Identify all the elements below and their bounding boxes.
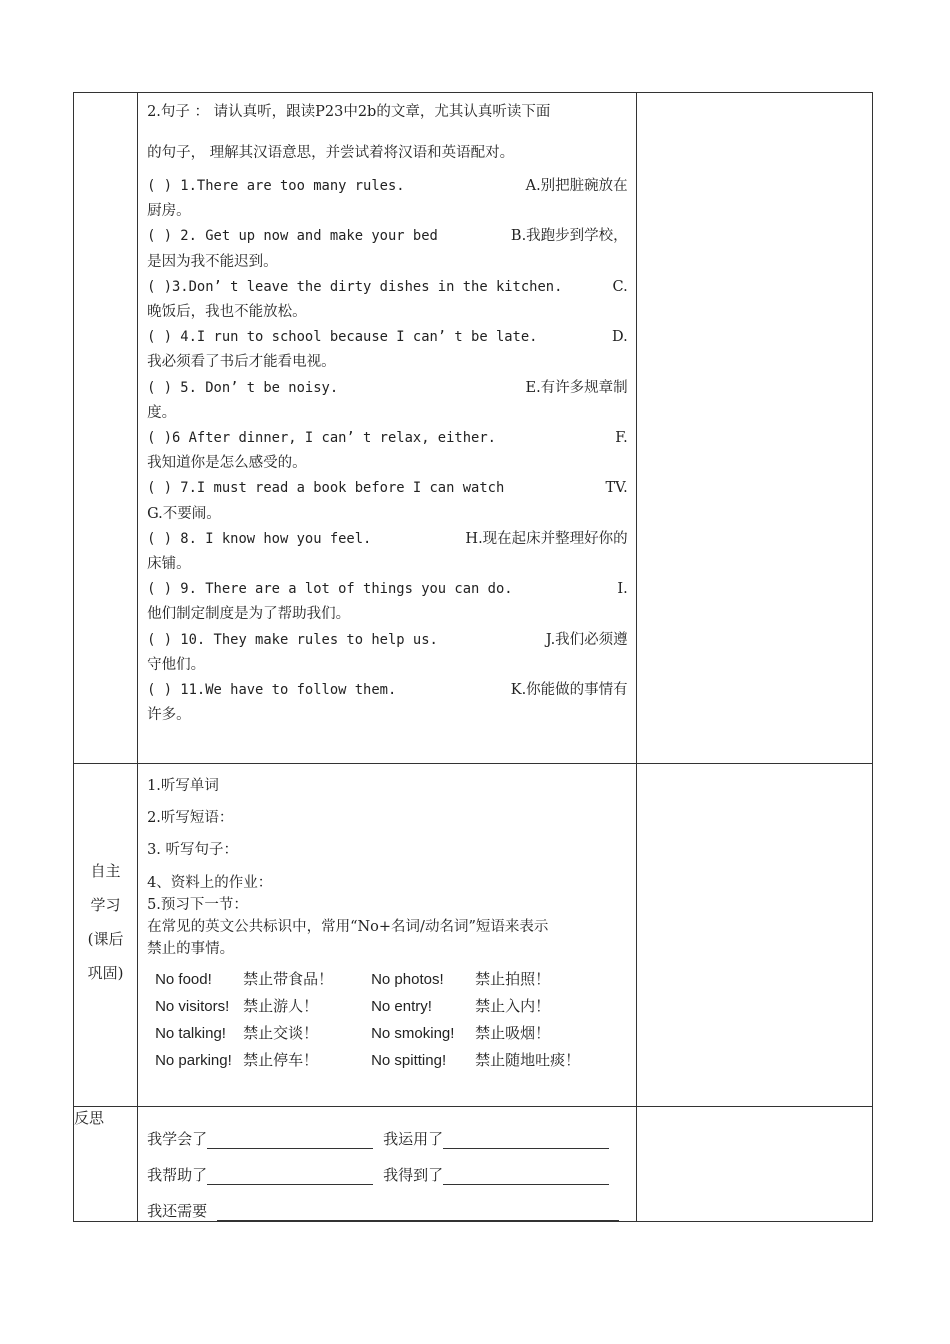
- matching-item: [147, 628, 628, 678]
- sign-chinese: 禁止随地吐痰！: [475, 1052, 581, 1069]
- sign-description-line-2: 禁止的事情。: [147, 941, 235, 957]
- label-cell-empty: [74, 93, 138, 764]
- english-sentence: ( ) 8. I know how you feel.: [147, 530, 372, 547]
- chinese-option-start: B.我跑步到学校，: [510, 228, 628, 245]
- chinese-option-end: 许多。: [147, 707, 191, 724]
- matching-item: [147, 678, 628, 728]
- sign-chinese: 禁止吸烟！: [475, 1025, 551, 1042]
- english-sentence: ( ) 2. Get up now and make your bed: [147, 228, 438, 245]
- chinese-option-end: 床铺。: [147, 556, 191, 573]
- used-label: 我运用了: [383, 1130, 444, 1148]
- sign-english: No entry!: [371, 998, 432, 1015]
- notes-cell: [636, 93, 872, 764]
- sign-english: No talking!: [155, 1025, 226, 1042]
- task-item: 3. 听写句子：: [147, 842, 239, 858]
- chinese-option-start: F.: [615, 430, 628, 447]
- label-line: (课后: [87, 930, 124, 948]
- helped-blank[interactable]: [207, 1168, 373, 1185]
- need-blank[interactable]: [217, 1204, 619, 1221]
- instruction-line-1: 2.句子 ： 请认真听，跟读P23中2b的文章，尤其认真听读下面: [147, 104, 551, 120]
- task-item: 1.听写单词: [147, 778, 219, 794]
- chinese-option-end: 我知道你是怎么感受的。: [147, 455, 307, 472]
- sign-chinese: 禁止交谈！: [243, 1025, 319, 1042]
- notes-cell: [636, 764, 872, 1107]
- sign-description-line-1: 在常见的英文公共标识中，常用“No+名词/动名词”短语来表示: [147, 919, 549, 935]
- sentence-matching-cell: [138, 93, 637, 764]
- english-sentence: ( ) 5. Don’ t be noisy.: [147, 379, 339, 396]
- chinese-option-start: K.你能做的事情有: [510, 682, 628, 699]
- notes-cell: [636, 1107, 872, 1222]
- matching-item: [147, 577, 628, 627]
- sign-row: [147, 966, 628, 993]
- self-study-row: [74, 764, 873, 1107]
- matching-list: [147, 174, 628, 728]
- chinese-option-start: TV.: [605, 480, 628, 497]
- english-sentence: ( )6 After dinner, I can’ t relax, either.: [147, 430, 496, 447]
- label-line: 自主: [90, 862, 121, 880]
- reflection-row: [74, 1107, 873, 1222]
- sign-english: No food!: [155, 971, 212, 988]
- public-signs-list: [147, 966, 628, 1074]
- chinese-option-end: 是因为我不能迟到。: [147, 253, 278, 270]
- learned-blank[interactable]: [207, 1132, 373, 1149]
- chinese-option-start: C.: [612, 278, 628, 295]
- instruction-line-2: 的句子， 理解其汉语意思，并尝试着将汉语和英语配对。: [147, 145, 515, 161]
- sign-chinese: 禁止带食品！: [243, 971, 334, 988]
- matching-item: [147, 275, 628, 325]
- used-blank[interactable]: [443, 1132, 609, 1149]
- chinese-option-start: J.我们必须遵: [545, 631, 628, 648]
- sign-english: No spitting!: [371, 1052, 447, 1069]
- english-sentence: ( ) 1.There are too many rules.: [147, 178, 405, 194]
- chinese-option-end: 我必须看了书后才能看电视。: [147, 354, 336, 371]
- task-item: 5.预习下一节：: [147, 897, 248, 913]
- sign-row: [147, 1020, 628, 1047]
- gained-blank[interactable]: [443, 1168, 609, 1185]
- chinese-option-start: D.: [611, 329, 628, 346]
- chinese-option-end: 他们制定制度是为了帮助我们。: [147, 606, 351, 623]
- chinese-option-end: G.不要闹。: [147, 505, 221, 522]
- sentence-matching-row: [74, 93, 873, 764]
- helped-label: 我帮助了: [147, 1166, 208, 1184]
- sign-english: No visitors!: [155, 998, 230, 1015]
- english-sentence: ( )3.Don’ t leave the dirty dishes in the kitchen.: [147, 278, 563, 295]
- sign-row: [147, 1047, 628, 1074]
- matching-item: [147, 476, 628, 526]
- chinese-option-start: I.: [617, 581, 628, 598]
- chinese-option-end: 晚饭后，我也不能放松。: [147, 304, 307, 321]
- matching-item: [147, 174, 628, 224]
- sign-english: No photos!: [371, 971, 444, 988]
- sign-chinese: 禁止拍照！: [475, 971, 551, 988]
- reflection-label: 反思: [74, 1107, 138, 1222]
- task-item: 4、资料上的作业：: [147, 875, 273, 891]
- matching-item: [147, 426, 628, 476]
- matching-item: [147, 527, 628, 577]
- english-sentence: ( ) 9. There are a lot of things you can do.: [147, 581, 513, 598]
- matching-item: [147, 224, 628, 274]
- english-sentence: ( ) 10. They make rules to help us.: [147, 631, 438, 648]
- sign-chinese: 禁止游人！: [243, 998, 319, 1015]
- sign-chinese: 禁止停车！: [243, 1052, 319, 1069]
- chinese-option-end: 度。: [147, 404, 177, 421]
- label-line: 学习: [90, 896, 121, 914]
- matching-item: [147, 376, 628, 426]
- reflection-cell: [138, 1107, 637, 1222]
- chinese-option-end: 守他们。: [147, 656, 206, 673]
- learned-label: 我学会了: [147, 1130, 208, 1148]
- matching-item: [147, 325, 628, 375]
- self-study-cell: [138, 764, 637, 1107]
- chinese-option-start: E.有许多规章制: [525, 379, 628, 396]
- label-line: 巩固): [87, 964, 124, 982]
- sign-english: No parking!: [155, 1052, 232, 1069]
- chinese-option-start: H.现在起床并整理好你的: [465, 530, 628, 547]
- self-study-label-cell: [74, 764, 138, 1107]
- english-sentence: ( ) 4.I run to school because I can’ t be late.: [147, 329, 538, 346]
- task-item: 2.听写短语：: [147, 810, 234, 826]
- chinese-option-start: A.别把脏碗放在: [525, 178, 628, 194]
- sign-english: No smoking!: [371, 1025, 455, 1042]
- need-label: 我还需要: [147, 1202, 208, 1220]
- worksheet-table: [73, 92, 873, 1222]
- english-sentence: ( ) 11.We have to follow them.: [147, 682, 397, 699]
- gained-label: 我得到了: [383, 1166, 444, 1184]
- sign-row: [147, 993, 628, 1020]
- english-sentence: ( ) 7.I must read a book before I can watch: [147, 480, 505, 497]
- chinese-option-end: 厨房。: [147, 203, 191, 220]
- sign-chinese: 禁止入内！: [475, 998, 551, 1015]
